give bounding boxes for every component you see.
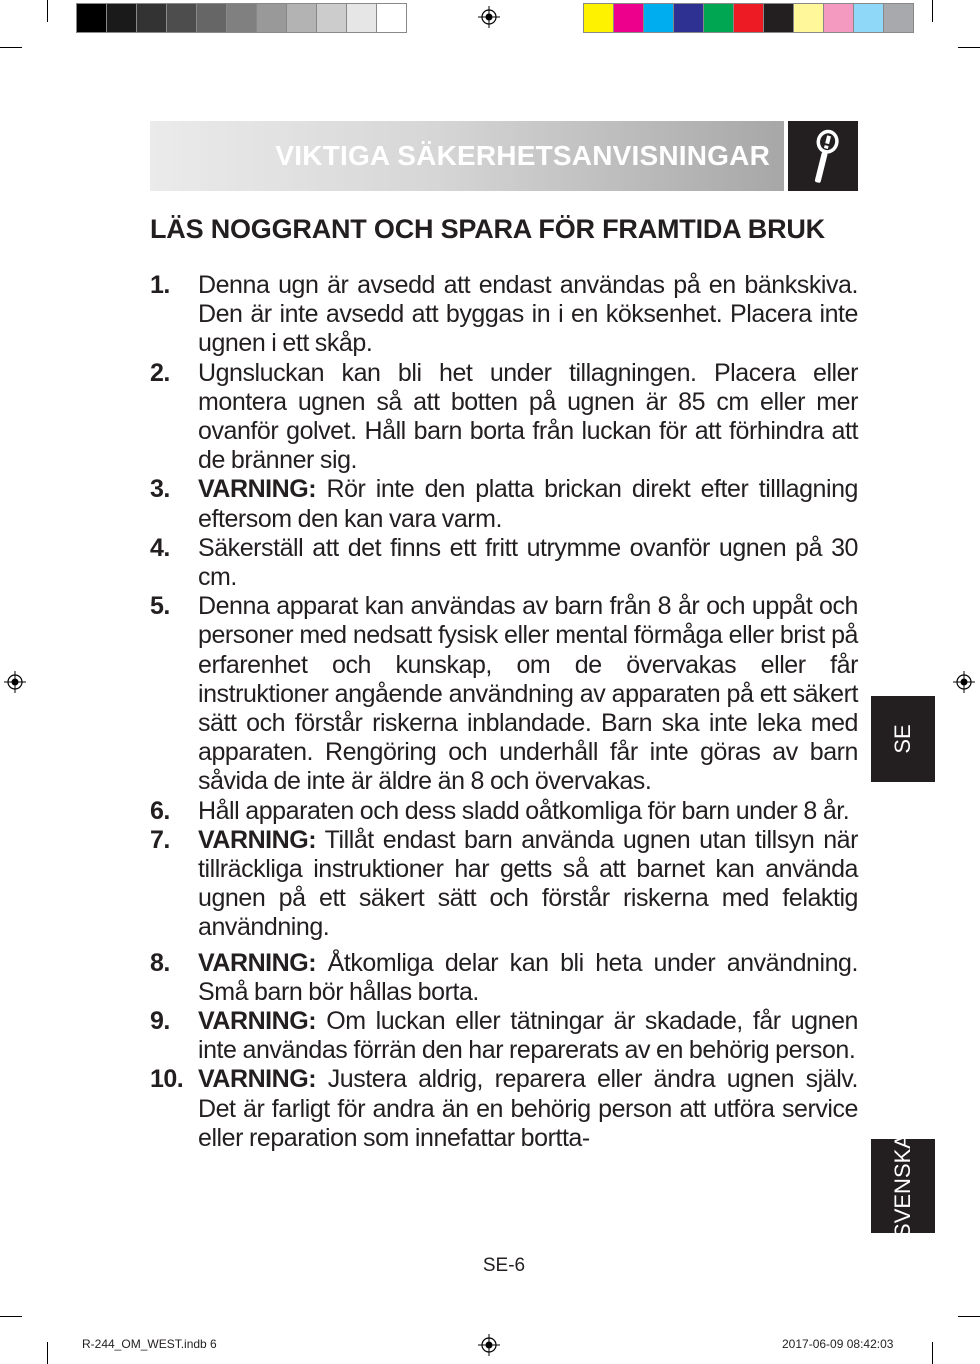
- section-title: VIKTIGA SÄKERHETSANVISNINGAR: [275, 140, 770, 171]
- list-item: [150, 534, 858, 592]
- registration-mark-icon: [478, 6, 500, 28]
- item-text: Säkerställ att det finns ett fritt utrymme ovanför ugnen på 30 cm.: [198, 533, 858, 592]
- item-number: 9.: [150, 1007, 170, 1036]
- safety-instructions-list: [150, 271, 858, 1153]
- item-text: Åtkomliga delar kan bli heta under användning. Små barn bör hållas borta.: [198, 948, 858, 1006]
- language-name-tab: [871, 1134, 935, 1238]
- calibration-swatch: [257, 4, 287, 32]
- calibration-swatch: [77, 4, 107, 32]
- calibration-swatch: [584, 4, 614, 32]
- calibration-swatch: [197, 4, 227, 32]
- registration-mark-icon: [953, 671, 975, 693]
- warning-label: VARNING:: [198, 948, 317, 977]
- warning-label: VARNING:: [198, 1065, 317, 1094]
- list-item: [150, 797, 858, 826]
- item-text: Denna apparat kan användas av barn från 8 år och uppåt och personer med nedsatt fysisk eller mental förmåga eller brist på erfarenhet och kunskap, om de övervakas eller får instruktioner angående användning av apparaten på ett säkert sätt och förstår riskerna inblandade. Barn ska inte leka med apparaten. Rengöring och underhåll får inte göras av barn såvida de inte är äldre än 8 och övervakas.: [198, 592, 858, 796]
- list-item: [150, 1065, 858, 1153]
- calibration-swatch: [614, 4, 644, 32]
- calibration-swatch: [377, 4, 406, 32]
- calibration-swatch: [704, 4, 734, 32]
- item-text: Tillåt endast barn använda ugnen utan tillsyn när tillräckliga instruktioner har getts så att barnet kan använda ugnen på ett säkert sätt och förstår riskerna med felaktig användning.: [198, 825, 858, 942]
- item-number: 1.: [150, 271, 170, 299]
- calibration-swatch: [764, 4, 794, 32]
- section-icon-box: [788, 121, 858, 191]
- gray-calibration-bar: [76, 3, 407, 33]
- print-timestamp: 2017-06-09 08:42:03: [782, 1337, 894, 1351]
- calibration-swatch: [794, 4, 824, 32]
- calibration-swatch: [227, 4, 257, 32]
- list-item: [150, 359, 858, 476]
- list-item: [150, 826, 858, 943]
- item-text: Rör inte den platta brickan direkt efter tilllagning eftersom den kan vara varm.: [198, 475, 858, 533]
- calibration-swatch: [884, 4, 913, 32]
- item-number: 3.: [150, 475, 170, 504]
- calibration-swatch: [317, 4, 347, 32]
- item-number: 6.: [150, 796, 170, 825]
- section-header-band: [150, 121, 784, 191]
- page-number: SE-6: [482, 1255, 526, 1276]
- subtitle: LÄS NOGGRANT OCH SPARA FÖR FRAMTIDA BRUK: [150, 214, 825, 244]
- calibration-swatch: [137, 4, 167, 32]
- list-item: [150, 949, 858, 1007]
- language-code-tab: [871, 696, 935, 782]
- wrench-warning-icon: [788, 121, 858, 191]
- item-text: Om luckan eller tätningar är skadade, får ugnen inte användas förrän den har reparerats av en behörig person.: [198, 1007, 858, 1065]
- warning-label: VARNING:: [198, 1007, 317, 1036]
- item-number: 8.: [150, 948, 170, 977]
- item-number: 7.: [150, 825, 170, 854]
- item-text: Håll apparaten och dess sladd oåtkomliga för barn under 8 år.: [198, 796, 850, 825]
- registration-mark-icon: [478, 1334, 500, 1356]
- item-number: 4.: [150, 533, 170, 562]
- calibration-swatch: [347, 4, 377, 32]
- file-slug: R-244_OM_WEST.indb 6: [82, 1337, 217, 1351]
- warning-label: VARNING:: [198, 475, 317, 504]
- language-code: SE: [890, 724, 915, 754]
- list-item: [150, 1007, 858, 1065]
- calibration-swatch: [854, 4, 884, 32]
- list-item: [150, 475, 858, 533]
- item-text: Justera aldrig, reparera eller ändra ugnen själv. Det är farligt för andra än en behörig person att utföra service eller reparation som innefattar bortta-: [198, 1065, 858, 1152]
- calibration-swatch: [824, 4, 854, 32]
- item-number: 5.: [150, 592, 170, 621]
- item-number: 2.: [150, 358, 170, 387]
- list-item: [150, 592, 858, 796]
- calibration-swatch: [734, 4, 764, 32]
- language-name: SVENSKA: [890, 1134, 915, 1238]
- item-text: Ugnsluckan kan bli het under tillagningen. Placera eller montera ugnen så att botten på ugnen är 85 cm eller mer ovanför golvet. Håll barn borta från luckan för att förhindra att de bränner sig.: [198, 358, 858, 475]
- calibration-swatch: [167, 4, 197, 32]
- item-text: Denna ugn är avsedd att endast användas på en bänkskiva. Den är inte avsedd att byggas in i en köksenhet. Placera inte ugnen i ett skåp.: [198, 271, 858, 358]
- calibration-swatch: [674, 4, 704, 32]
- list-item: [150, 271, 858, 359]
- calibration-swatch: [644, 4, 674, 32]
- warning-label: VARNING:: [198, 825, 317, 854]
- registration-mark-icon: [4, 671, 26, 693]
- calibration-swatch: [287, 4, 317, 32]
- calibration-swatch: [107, 4, 137, 32]
- color-calibration-bar: [583, 3, 914, 33]
- item-number: 10.: [150, 1065, 184, 1094]
